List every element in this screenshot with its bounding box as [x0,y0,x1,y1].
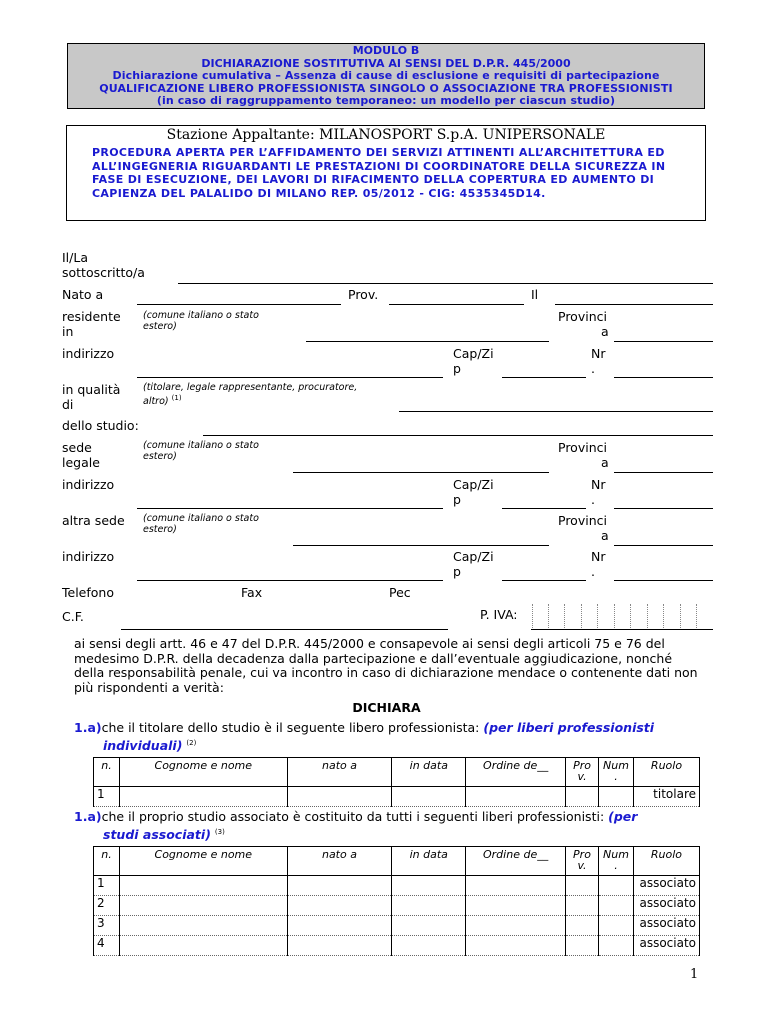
label-prov: Prov. [348,287,379,302]
table-row[interactable]: 2 associato [94,896,700,916]
label-altra-sede: altra sede [62,513,125,528]
field-nr-sede[interactable] [614,508,713,509]
header-title: MODULO B [352,44,420,57]
label-piva: P. IVA: [480,607,518,622]
declaration-paragraph: ai sensi degli artt. 46 e 47 del D.P.R. 445/2000 e consapevole ai sensi degli articoli 75 e 76 del medesimo D.P.R. della decadenza dalla partecipazione e dall’eventuale aggiudicazione, nonché della responsabilità penale, cui va incontro in caso di dichiarazione mendace o contenente dati non più rispondenti a verità: [74,636,698,695]
label-cf: C.F. [62,609,84,624]
label-provincia-altra-sede: Provinci a [558,513,609,543]
header-description: Dichiarazione cumulativa – Assenza di cause di esclusione e requisiti di partecipazione [112,69,660,82]
field-cap-altra-sede[interactable] [502,580,586,581]
label-nr-altra-sede: Nr . [591,549,606,579]
label-cap-sede: Cap/Zi p [453,477,494,507]
table-row[interactable]: 1 associato [94,876,700,896]
table-row[interactable]: 1 titolare [94,787,700,807]
label-pec: Pec [389,585,411,600]
field-provincia-sede[interactable] [614,472,713,473]
table-row[interactable]: 4 associato [94,936,700,956]
label-indirizzo: indirizzo [62,346,115,361]
label-studio: dello studio: [62,418,139,433]
field-studio[interactable] [203,435,713,436]
field-residenza[interactable] [306,341,549,342]
field-cf[interactable] [121,629,448,630]
field-sottoscritto[interactable] [178,283,713,284]
field-qualita[interactable] [399,411,713,412]
table-row[interactable]: 3 associato [94,916,700,936]
table-header-row: n. Cognome e nome nato a in data Ordine de__ Pro v. Num . Ruolo [94,847,700,876]
label-nr-sede: Nr . [591,477,606,507]
field-sede-legale[interactable] [293,472,549,473]
section-1a: 1.a)che il titolare dello studio è il seguente libero professionista: (per liberi professionisti individuali) $^{(2)}$ [74,720,655,753]
table-associati [93,846,700,956]
label-provincia-sede: Provinci a [558,440,609,470]
field-cap[interactable] [502,377,586,378]
field-provincia-residenza[interactable] [614,341,713,342]
module-header [67,43,705,109]
label-qualita: in qualità di [62,382,121,412]
label-nato: Nato a [62,287,104,302]
field-nr[interactable] [614,377,713,378]
table-header-row: n. Cognome e nome nato a in data Ordine de__ Pro v. Num . Ruolo [94,758,700,787]
field-piva[interactable] [531,604,713,630]
field-altra-sede[interactable] [293,545,549,546]
label-sottoscritto: Il/La sottoscritto/a [62,250,145,280]
hint-comune-residenza: (comune italiano o stato estero) [143,310,259,332]
header-note: (in caso di raggruppamento temporaneo: un modello per ciascun studio) [156,94,616,107]
label-nr: Nr . [591,346,606,376]
field-provincia-altra-sede[interactable] [614,545,713,546]
label-il: Il [531,287,539,302]
label-telefono: Telefono [62,585,114,600]
label-sede-legale: sede legale [62,440,100,470]
label-cap-altra-sede: Cap/Zi p [453,549,494,579]
label-fax: Fax [241,585,263,600]
field-indirizzo[interactable] [137,377,443,378]
label-residente: residente in [62,309,121,339]
label-provincia-residenza: Provinci a [558,309,609,339]
field-indirizzo-sede[interactable] [137,508,443,509]
field-indirizzo-altra-sede[interactable] [137,580,443,581]
page-number: 1 [690,967,699,982]
hint-comune-altra-sede: (comune italiano o stato estero) [143,513,259,535]
field-prov[interactable] [389,304,524,305]
header-subtitle: DICHIARAZIONE SOSTITUTIVA AI SENSI DEL D.P.R. 445/2000 [201,56,571,70]
label-indirizzo-sede: indirizzo [62,477,115,492]
field-cap-sede[interactable] [502,508,586,509]
dichiara-heading: DICHIARA [352,700,421,715]
header-qualification: QUALIFICAZIONE LIBERO PROFESSIONISTA SINGOLO O ASSOCIAZIONE TRA PROFESSIONISTI [99,81,673,95]
field-data-nascita[interactable] [555,304,713,305]
table-titolare [93,757,700,807]
hint-qualita: (titolare, legale rappresentante, procuratore, altro) $^{(1)}$ [143,382,358,408]
section-1a-associati: 1.a)che il proprio studio associato è costituito da tutti i seguenti liberi professionisti: (per studi associati) $^{(3)}$ [74,809,638,842]
hint-comune-sede: (comune italiano o stato estero) [143,440,259,462]
label-indirizzo-altra-sede: indirizzo [62,549,115,564]
field-nato[interactable] [137,304,341,305]
label-cap: Cap/Zi p [453,346,494,376]
procedure-description: PROCEDURA APERTA PER L’AFFIDAMENTO DEI SERVIZI ATTINENTI ALL’ARCHITETTURA ED ALL’INGEGNERIA RIGUARDANTI LE PRESTAZIONI DI COORDINATORE DELLA SICUREZZA IN FASE DI ESECUZIONE, DEI LAVORI DI RIFACIMENTO DELLA COPERTURA ED AUMENTO DI CAPIENZA DEL PALALIDO DI MILANO REP. 05/2012 - CIG: 4535345D14. [92,146,666,200]
station-title: Stazione Appaltante: MILANOSPORT S.p.A. UNIPERSONALE [166,127,606,143]
field-nr-altra-sede[interactable] [614,580,713,581]
